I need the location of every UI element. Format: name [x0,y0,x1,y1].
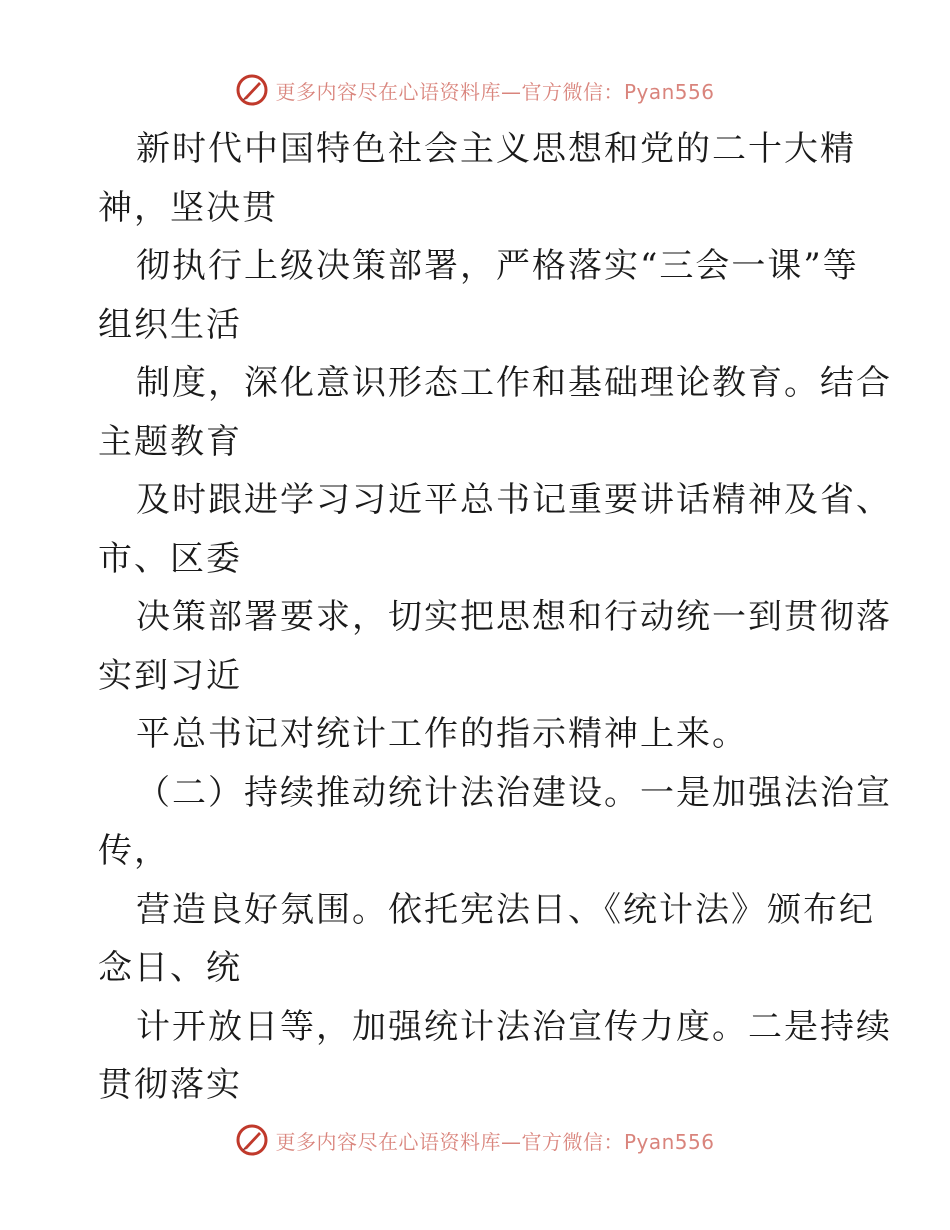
body-line: 神，坚决贯 [98,187,278,228]
body-line: 决策部署要求，切实把思想和行动统一到贯彻落 [136,597,892,637]
body-line: 制度，深化意识形态工作和基础理论教育。结合 [136,363,892,403]
body-line: 市、区委 [98,538,242,579]
body-line: 传， [98,831,170,871]
body-line: 计开放日等，加强统计法治宣传力度。二是持续 [136,1006,892,1047]
body-line: 平总书记对统计工作的指示精神上来。 [136,714,748,754]
body-line: 营造良好氛围。依托宪法日、《统计法》颁布纪 [136,889,875,930]
body-line: 组织生活 [98,304,242,345]
body-line: 主题教育 [98,421,242,462]
body-line: 实到习近 [98,655,242,696]
body-line: 及时跟进学习习近平总书记重要讲话精神及省、 [136,480,892,520]
header-watermark [0,70,950,110]
body-line: 贯彻落实 [98,1065,242,1105]
body-line: 新时代中国特色社会主义思想和党的二十大精 [136,129,856,169]
watermark-text: 更多内容尽在心语资料库—官方微信：Pyan556 [275,79,715,104]
quill-logo-icon [235,1123,269,1157]
body-line: 念日、统 [98,948,242,988]
footer-watermark [0,1120,950,1160]
document-body [98,120,892,1115]
watermark-text: 更多内容尽在心语资料库—官方微信：Pyan556 [275,1129,715,1154]
body-line: （二）持续推动统计法治建设。一是加强法治宣 [136,772,892,813]
body-line: 彻执行上级决策部署，严格落实“三会一课”等 [136,246,859,286]
quill-logo-icon [235,73,269,107]
